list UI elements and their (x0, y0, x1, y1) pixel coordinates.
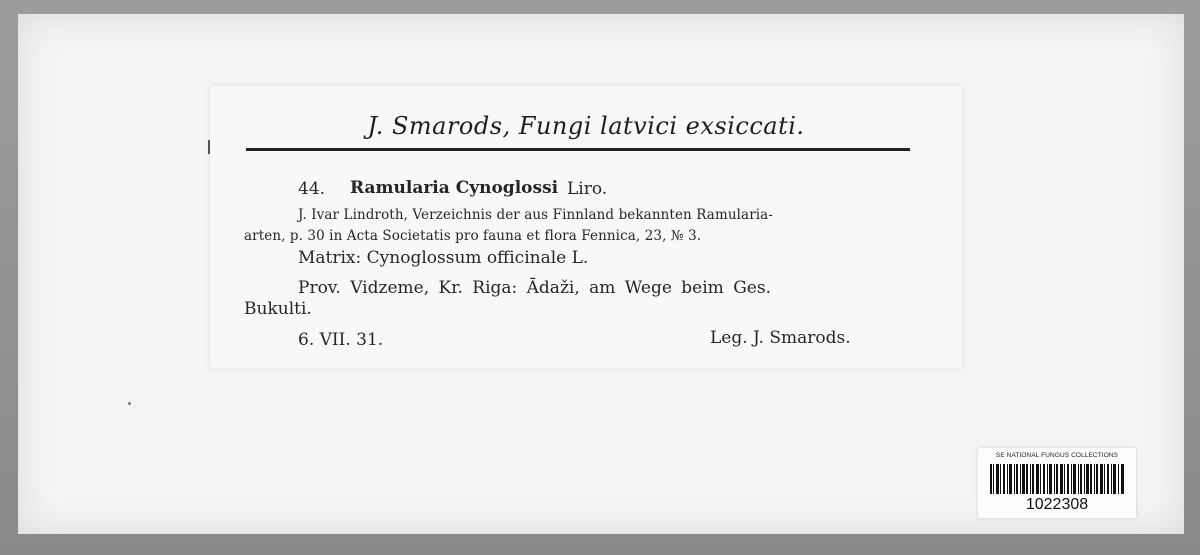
reference-line-1: J. Ivar Lindroth, Verzeichnis der aus Finnland bekannten Ramularia- (298, 207, 773, 223)
collector: Leg. J. Smarods. (710, 328, 851, 348)
specimen-label (210, 86, 962, 368)
species-author: Liro. (567, 179, 608, 199)
exsiccata-number: 44. (298, 179, 326, 199)
barcode-label (978, 448, 1136, 518)
barcode-icon (990, 464, 1124, 494)
title-rule (246, 148, 910, 151)
reference-line-2: arten, p. 30 in Acta Societatis pro fauna et flora Fennica, 23, № 3. (244, 228, 702, 244)
barcode-header: SE NATIONAL FUNGUS COLLECTIONS (995, 452, 1119, 459)
paper-speck (128, 402, 131, 405)
barcode-number: 1022308 (1025, 496, 1089, 513)
series-title: J. Smarods, Fungi latvici exsiccati. (367, 112, 805, 140)
locality-line-2: Bukulti. (244, 299, 312, 319)
species-name: Ramularia Cynoglossi (350, 178, 559, 198)
locality-line-1: Prov. Vidzeme, Kr. Riga: Ādaži, am Wege beim Ges. (298, 278, 771, 298)
collection-date: 6. VII. 31. (298, 330, 384, 350)
matrix-host: Matrix: Cynoglossum officinale L. (298, 248, 589, 268)
